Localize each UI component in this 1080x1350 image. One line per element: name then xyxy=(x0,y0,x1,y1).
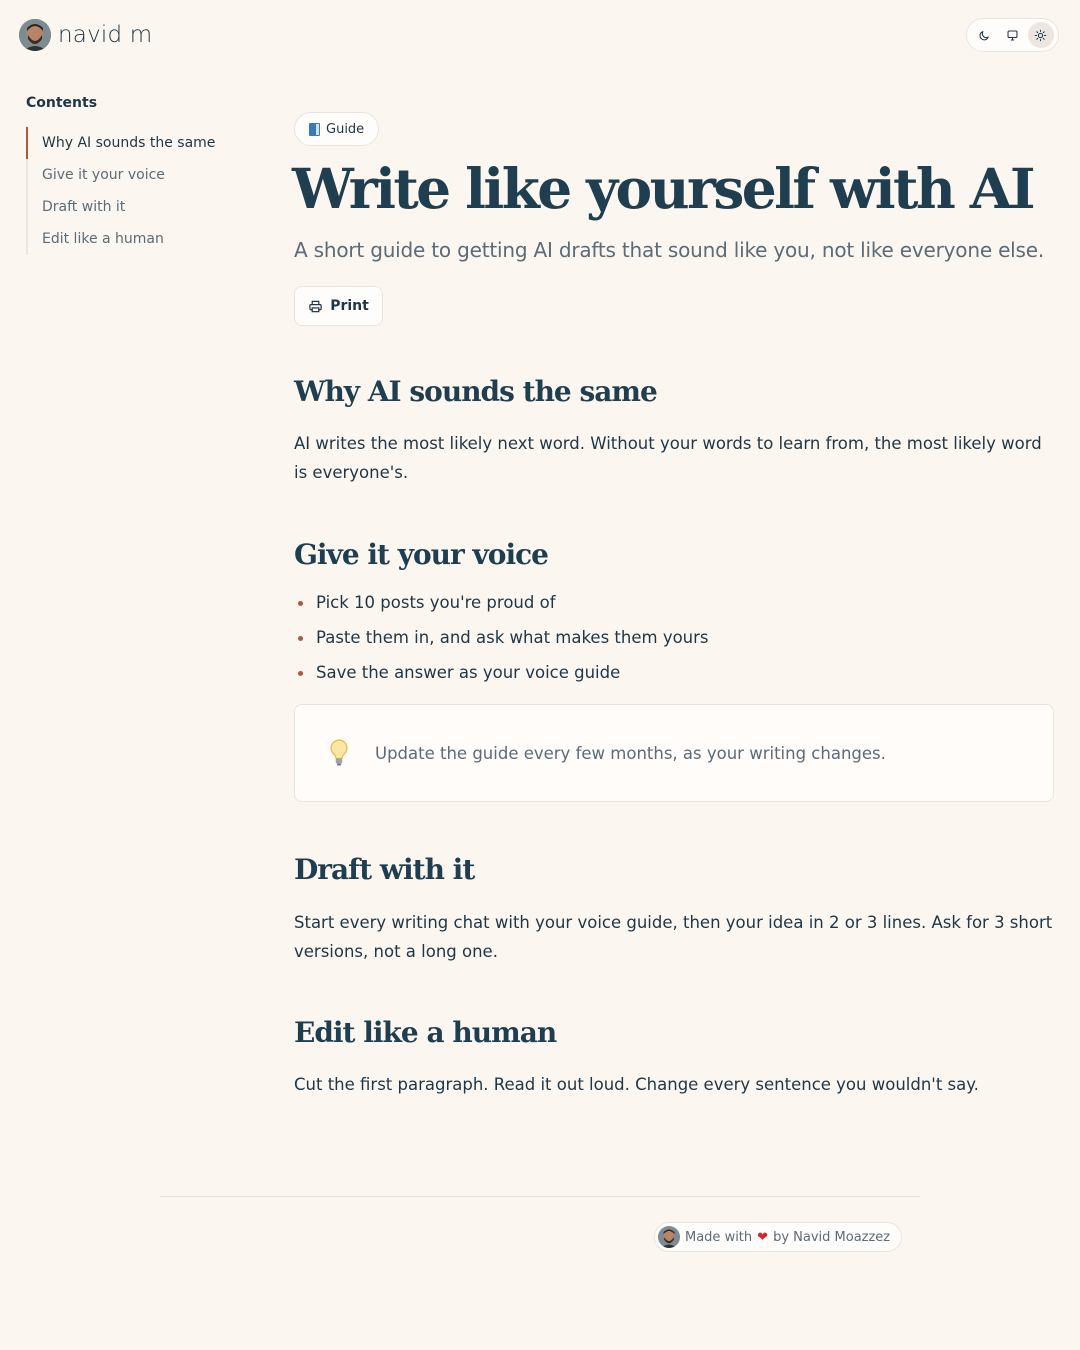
toc-item-give-it-your-voice[interactable]: Give it your voice xyxy=(42,167,165,183)
section-heading: Why AI sounds the same xyxy=(294,375,657,408)
callout-text: Update the guide every few months, as your writing changes. xyxy=(375,743,886,763)
dark-mode-button[interactable] xyxy=(971,22,997,48)
section-body: Start every writing chat with your voice guide, then your idea in 2 or 3 lines. Ask for 3 short versions, not a long one. xyxy=(294,913,1053,961)
made-with-text: Made with xyxy=(685,1229,753,1245)
printer-icon xyxy=(308,299,323,314)
section-body: Cut the first paragraph. Read it out loud. Change every sentence you wouldn't say. xyxy=(294,1075,979,1094)
toc-title: Contents xyxy=(26,95,98,111)
sun-icon xyxy=(1034,29,1047,42)
bullet-list xyxy=(294,585,1054,690)
toc-item-why-ai-sounds-the-same[interactable]: Why AI sounds the same xyxy=(26,127,256,159)
section-body: AI writes the most likely next word. Without your words to learn from, the most likely word is everyone's. xyxy=(294,434,1042,482)
list-item: Paste them in, and ask what makes them yours xyxy=(294,620,1054,655)
monitor-icon xyxy=(1006,29,1019,42)
tip-callout xyxy=(294,704,1054,802)
brand[interactable] xyxy=(19,19,152,51)
book-icon xyxy=(309,123,320,136)
section-draft-with-it xyxy=(294,852,1054,966)
print-button[interactable] xyxy=(294,286,383,326)
print-label: Print xyxy=(330,298,369,314)
list-item: Pick 10 posts you're proud of xyxy=(294,585,1054,620)
table-of-contents xyxy=(26,95,256,271)
section-heading: Draft with it xyxy=(294,853,475,886)
section-heading: Edit like a human xyxy=(294,1016,557,1049)
page-title: Write like yourself with AI xyxy=(292,156,1033,221)
guide-badge xyxy=(294,112,379,146)
brand-name: navid m xyxy=(58,22,153,48)
toc-list xyxy=(26,127,256,255)
theme-switch[interactable] xyxy=(966,18,1059,52)
article xyxy=(294,112,1054,1099)
toc-item-draft-with-it[interactable]: Draft with it xyxy=(42,199,126,215)
list-item: Save the answer as your voice guide xyxy=(294,655,1054,690)
moon-icon xyxy=(978,29,991,42)
section-edit-like-a-human xyxy=(294,1015,1054,1099)
avatar xyxy=(19,19,51,51)
footer-credit[interactable] xyxy=(654,1222,902,1252)
toc-item-edit-like-a-human[interactable]: Edit like a human xyxy=(42,231,164,247)
section-why-ai-sounds-the-same xyxy=(294,374,1054,487)
footer-avatar xyxy=(658,1226,680,1248)
section-heading: Give it your voice xyxy=(294,538,548,571)
author-text: by Navid Moazzez xyxy=(773,1229,891,1245)
footer-divider xyxy=(160,1196,920,1197)
lightbulb-icon xyxy=(329,738,349,768)
system-mode-button[interactable] xyxy=(999,22,1025,48)
light-mode-button[interactable] xyxy=(1028,22,1054,48)
section-give-it-your-voice xyxy=(294,537,1054,802)
page-subtitle: A short guide to getting AI drafts that sound like you, not like everyone else. xyxy=(294,238,1045,262)
heart-icon: ❤ xyxy=(757,1229,769,1245)
badge-label: Guide xyxy=(326,121,365,137)
